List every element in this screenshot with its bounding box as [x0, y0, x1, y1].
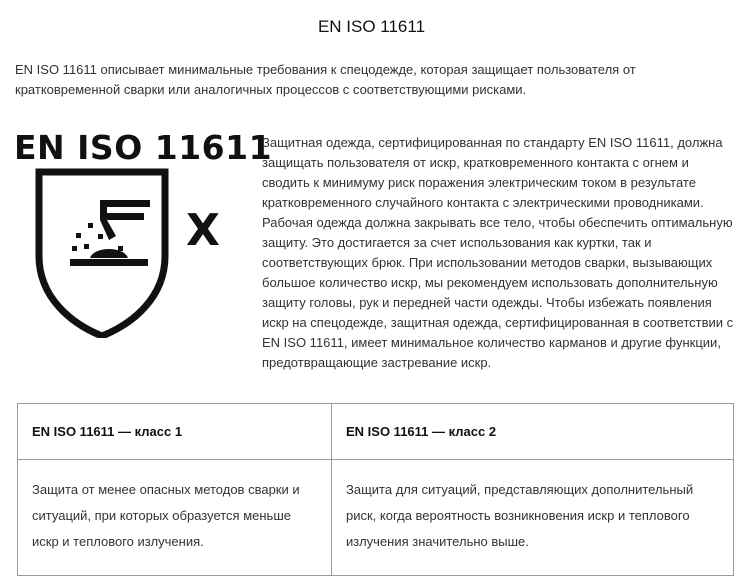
intro-paragraph: EN ISO 11611 описывает минимальные требования к спецодежде, которая защищает пользователя от кратковременной сварки или аналогичных процессов с соответствующими рисками.: [15, 62, 636, 97]
class-1-heading: EN ISO 11611 — класс 1: [18, 404, 332, 460]
class-x-mark: X: [186, 205, 220, 256]
description-paragraph: Защитная одежда, сертифицированная по стандарту EN ISO 11611, должна защищать пользователя от искр, кратковременного контакта с огнем и сводить к минимуму риск поражения электрическим током в результате кратковременного случайного контакта с электрическими проводниками. Рабочая одежда должна закрывать все тело, чтобы обеспечить оптимальную защиту. Это достигается за счет использования как куртки, так и соответствующих брюк. При использовании методов сварки, вызывающих большое количество искр, мы рекомендуем использовать дополнительную защиту головы, рук и передней части одежды. Чтобы избежать появления искр на спецодежде, защитная одежда, сертифицированная в соответствии с EN ISO 11611, имеет минимальное количество карманов и другие функции, предотвращающие застревание искр.: [262, 135, 734, 370]
protection-classes-table: [17, 403, 734, 576]
en-iso-11611-logo: [14, 128, 273, 338]
class-2-description: Защита для ситуаций, представляющих дополнительный риск, когда вероятность возникновения искр и теплового излучения значительно выше.: [332, 460, 734, 576]
table-header-row: [18, 404, 734, 460]
class-2-heading: EN ISO 11611 — класс 2: [332, 404, 734, 460]
table-row: [18, 460, 734, 576]
page-title: EN ISO 11611: [317, 17, 426, 36]
logo-text: EN ISO 11611: [14, 128, 273, 167]
class-1-description: Защита от менее опасных методов сварки и ситуаций, при которых образуется меньше искр и теплового излучения.: [18, 460, 332, 576]
